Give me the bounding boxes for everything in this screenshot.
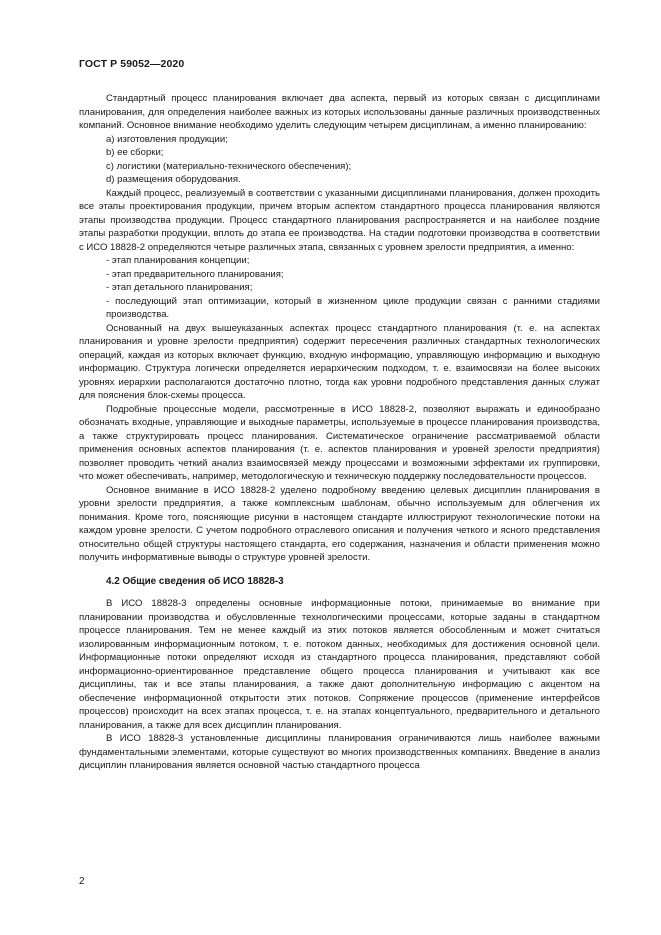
list-item: - этап детального планирования; (106, 282, 253, 293)
page-number: 2 (79, 876, 85, 887)
list-item: - этап предварительного планирования; (106, 268, 284, 280)
standard-header: ГОСТ Р 59052—2020 (79, 58, 185, 70)
paragraph: Подробные процессные модели, рассмотренные в ИСО 18828-2, позволяют выражать и единообразно обозначать входные, управляющие и выходные параметры, используемые в процессе планирования производства, а также структурировать процесс планирования. Систематическое ограничение рассматриваемой области применения основных аспектов планирования (т. е. аспектов планирования и уровней зрелости предприятия) позволяет проводить четкий анализ взаимосвязей между процессами и возможными эффектами их группировки, что может обеспечивать, например, методологическую и техническую поддержку последовательности процессов. (79, 403, 600, 482)
paragraph: Стандартный процесс планирования включает два аспекта, первый из которых связан с дисциплинами планирования, для определения наиболее важных из которых использованы данные различных производственных компаний. Основное внимание необходимо уделить следующим четырем дисциплинам, а именно планированию: (79, 93, 600, 131)
list-item: b) ее сборки; (106, 147, 164, 158)
list-item: а) изготовления продукции; (106, 133, 228, 145)
list-item: c) логистики (материально-технического обеспечения); (106, 160, 352, 172)
section-heading: 4.2 Общие сведения об ИСО 18828-3 (106, 575, 284, 587)
paragraph: В ИСО 18828-3 определены основные информационные потоки, принимаемые во внимание при планировании производства и обусловленные технологическими процессами, которые заданы в стандартном процессе планирования. Тем не менее каждый из этих потоков является обособленным и может считаться изолированным информационным потоком, т. е. потоком данных, необходимых для достижения основной цели. Информационные потоки определяют исходя из стандартного процесса планирования, представляют собой информационно-ориентированное представление общего процесса планирования и учитывают как все дисциплины, так и все этапы планирования, а также дают дополнительную информацию с акцентом на обеспечение информационной открытости этих потоков. Сопряжение процессов (применение интерфейсов процессов) происходит на всех этапах процесса, т. е. на этапах концептуального, предварительного и детального планирования, а также для всех дисциплин планирования. (79, 598, 600, 731)
list-item: - последующий этап оптимизации, который в жизненном цикле продукции связан с ранними стадиями производства. (106, 295, 600, 320)
paragraph: Основанный на двух вышеуказанных аспектах процесс стандартного планирования (т. е. на аспектах планирования и уровне зрелости предприятия) содержит пересечения различных стандартных технологических операций, каждая из которых включает функцию, входную информацию, управляющую информацию и выходную информацию. Структура логически определяется иерархическим подходом, т. е. взаимосвязи на более высоких уровнях иерархии располагаются достаточно плотно, тогда как уровни подробного представления данных служат для пояснения блок-схемы процесса. (79, 322, 600, 401)
paragraph: Основное внимание в ИСО 18828-2 уделено подробному введению целевых дисциплин планирования в уровни зрелости предприятия, а также комплексным шаблонам, обычно используемым для облегчения их понимания. Кроме того, поясняющие рисунки в настоящем стандарте иллюстрируют технологические потоки на каждом уровне зрелости. С учетом подробного отраслевого описания и получения четкого и ясного представления относительно общей структуры настоящего стандарта, его содержания, назначения и области применения можно получить информативные выводы о структуре уровней зрелости. (79, 484, 600, 563)
list-item: d) размещения оборудования. (106, 174, 241, 185)
list-item: - этап планирования концепции; (106, 255, 250, 266)
paragraph: В ИСО 18828-3 установленные дисциплины планирования ограничиваются лишь наиболее важными фундаментальными элементами, которые существуют во многих производственных компаниях. Введение в анализ дисциплин планирования является основной частью стандартного процесса (79, 733, 600, 771)
document-body (79, 92, 600, 773)
paragraph: Каждый процесс, реализуемый в соответствии с указанными дисциплинами планирования, должен проходить все этапы проектирования продукции, причем вторым аспектом стандартного процесса планирования являются этапы производства продукции. Процесс стандартного планирования распространяется и на наиболее поздние этапы разработки продукции, вплоть до этапа ее производства. На стадии подготовки производства в соответствии с ИСО 18828-2 определяются четыре различных этапа, связанных с уровнем зрелости предприятия, а именно: (79, 187, 600, 253)
